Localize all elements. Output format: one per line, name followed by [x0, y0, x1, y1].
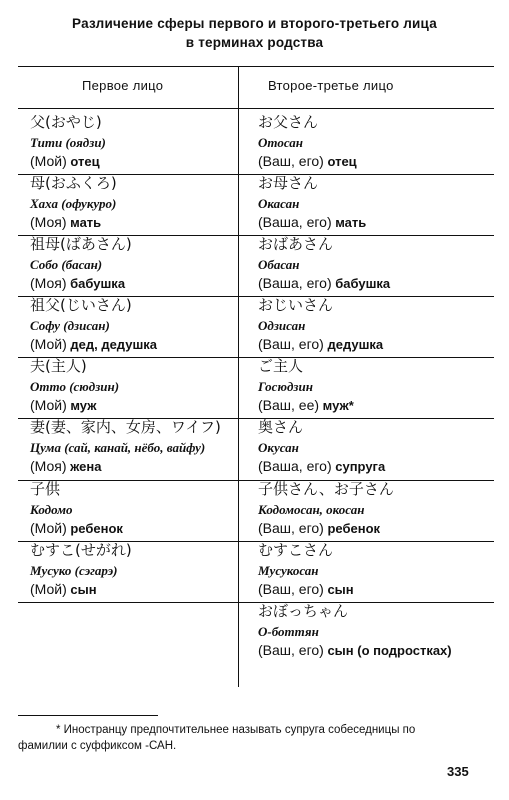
- table-cell-second-third-person: [258, 113, 490, 172]
- russian-translation: (Ваша, его) бабушка: [258, 275, 391, 291]
- russian-translation: (Мой) муж: [30, 397, 97, 413]
- romanized-reading: Обасан: [258, 256, 300, 272]
- title-line-2: в терминах родства: [185, 35, 324, 50]
- japanese-term: おばあさん: [258, 235, 334, 253]
- page-number: 335: [447, 764, 469, 779]
- japanese-term: おぼっちゃん: [258, 602, 349, 620]
- table-cell-second-third-person: [258, 480, 490, 539]
- footnote-line-1: * Иностранцу предпочтительнее называть супруга собеседницы по: [56, 724, 416, 736]
- russian-translation: (Ваша, его) мать: [258, 214, 367, 230]
- romanized-reading: Окусан: [258, 439, 299, 455]
- header-bottom-rule: [18, 108, 494, 109]
- japanese-term: 祖父(じいさん): [30, 296, 132, 314]
- russian-translation: (Ваша, его) супруга: [258, 458, 386, 474]
- table-cell-first-person: [30, 235, 262, 294]
- romanized-reading: Окасан: [258, 195, 300, 211]
- russian-translation: (Ваш, его) ребенок: [258, 520, 381, 536]
- table-cell-first-person: [30, 113, 262, 172]
- russian-translation: (Мой) отец: [30, 153, 100, 169]
- japanese-term: 奥さん: [258, 418, 304, 436]
- romanized-reading: О-боттян: [258, 623, 319, 639]
- romanized-reading: Мусукосан: [258, 562, 319, 578]
- romanized-reading: Кодомо: [30, 501, 73, 517]
- romanized-reading: Софу (дзисан): [30, 317, 110, 333]
- table-cell-second-third-person: [258, 418, 490, 477]
- romanized-reading: Мусуко (сэгарэ): [30, 562, 118, 578]
- table-cell-first-person: [30, 174, 262, 233]
- table-cell-second-third-person: [258, 602, 490, 661]
- romanized-reading: Цума (сай, канай, нёбо, вайфу): [30, 439, 206, 455]
- table-top-rule: [18, 66, 494, 67]
- japanese-term: お母さん: [258, 174, 319, 192]
- title-line-1: Различение сферы первого и второго-третьего лица: [72, 16, 437, 31]
- table-cell-first-person: [30, 296, 262, 355]
- japanese-term: おじいさん: [258, 296, 334, 314]
- table-cell-first-person: [30, 541, 262, 600]
- russian-translation: (Моя) мать: [30, 214, 102, 230]
- japanese-term: 祖母(ばあさん): [30, 235, 132, 253]
- table-cell-second-third-person: [258, 541, 490, 600]
- japanese-term: お父さん: [258, 113, 319, 131]
- romanized-reading: Тити (оядзи): [30, 134, 106, 150]
- russian-translation: (Ваш, его) сын: [258, 581, 354, 597]
- russian-translation: (Мой) ребенок: [30, 520, 123, 536]
- japanese-term: 母(おふくろ): [30, 174, 117, 192]
- japanese-term: むすこ(せがれ): [30, 541, 132, 559]
- table-cell-first-person: [30, 357, 262, 416]
- japanese-term: ご主人: [258, 357, 304, 375]
- table-cell-second-third-person: [258, 235, 490, 294]
- russian-translation: (Ваш, ее) муж*: [258, 397, 354, 413]
- table-cell-second-third-person: [258, 296, 490, 355]
- russian-translation: (Ваш, его) отец: [258, 153, 357, 169]
- romanized-reading: Собо (басан): [30, 256, 103, 272]
- russian-translation: (Ваш, его) дедушка: [258, 336, 384, 352]
- romanized-reading: Отосан: [258, 134, 303, 150]
- russian-translation: (Ваш, его) сын (о подростках): [258, 642, 452, 658]
- russian-translation: (Моя) бабушка: [30, 275, 126, 291]
- footnote: [18, 722, 494, 754]
- japanese-term: 父(おやじ): [30, 113, 102, 131]
- russian-translation: (Мой) дед, дедушка: [30, 336, 158, 352]
- romanized-reading: Отто (сюдзин): [30, 378, 120, 394]
- romanized-reading: Одзисан: [258, 317, 306, 333]
- table-cell-first-person: [30, 480, 262, 539]
- column-header-first-person: Первое лицо: [82, 78, 164, 93]
- russian-translation: (Мой) сын: [30, 581, 97, 597]
- japanese-term: 妻(妻、家内、女房、ワイフ): [30, 418, 221, 436]
- table-cell-second-third-person: [258, 357, 490, 416]
- table-cell-second-third-person: [258, 174, 490, 233]
- column-header-second-third-person: Второе-третье лицо: [268, 78, 394, 93]
- footnote-rule: [18, 715, 158, 716]
- japanese-term: 夫(主人): [30, 357, 87, 375]
- table-cell-first-person: [30, 418, 262, 477]
- romanized-reading: Хаха (офукуро): [30, 195, 117, 211]
- russian-translation: (Моя) жена: [30, 458, 102, 474]
- romanized-reading: Кодомосан, окосан: [258, 501, 365, 517]
- footnote-line-2: фамилии с суффиксом -САН.: [18, 740, 177, 752]
- japanese-term: 子供: [30, 480, 61, 498]
- japanese-term: 子供さん、お子さん: [258, 480, 394, 498]
- table-title: [0, 14, 509, 52]
- japanese-term: むすこさん: [258, 541, 334, 559]
- romanized-reading: Госюдзин: [258, 378, 313, 394]
